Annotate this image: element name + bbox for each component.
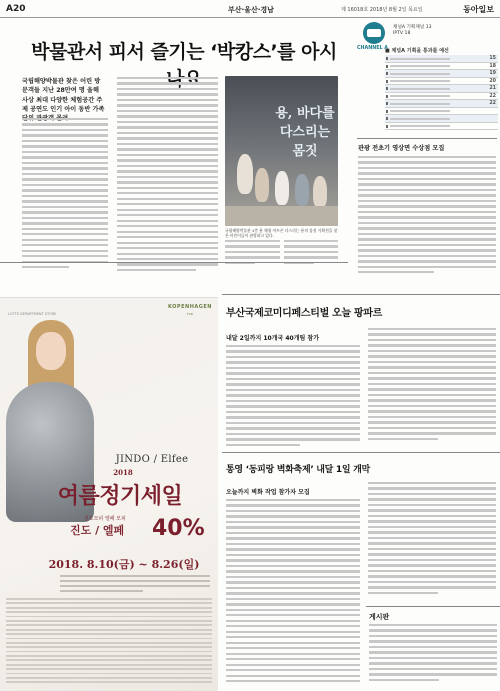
channel-a-box — [357, 22, 500, 137]
body-column-1 — [22, 118, 108, 272]
fur-sale-advertisement — [0, 297, 218, 691]
notice-body — [369, 624, 497, 684]
schedule-row — [385, 123, 498, 131]
comedy-headline: 부산국제코미디페스티벌 오늘 팡파르 — [226, 308, 383, 319]
body-column-4 — [225, 240, 280, 267]
schedule-row — [385, 115, 498, 123]
child-figure — [313, 176, 327, 208]
sale-subtitle-small: 진도모피 엘페 모피 — [84, 516, 126, 522]
channel-info — [393, 25, 432, 37]
body-column-3 — [170, 77, 218, 274]
sale-percent: 40% — [152, 516, 205, 541]
tongyeong-subhead: 오늘까지 벽화 작업 참가자 모집 — [226, 489, 310, 496]
child-figure — [275, 171, 289, 205]
brand-logo: KOPENHAGEN — [168, 304, 212, 310]
collection-name: JINDO / Elfee — [115, 454, 189, 465]
body-text-lines — [22, 118, 108, 268]
sale-dates: 2018. 8.10(금) ~ 8.26(일) — [48, 558, 200, 571]
child-figure — [295, 174, 309, 206]
body-column-5 — [284, 240, 338, 267]
divider — [222, 294, 500, 295]
divider — [366, 606, 500, 607]
tongyeong-body-1 — [226, 499, 360, 685]
store-label: LOTTE DEPARTMENT STORE — [8, 312, 57, 316]
sale-year: 2018 — [113, 468, 133, 477]
brand-sub: FUR — [186, 312, 193, 316]
schedule-row: 19 — [385, 70, 498, 78]
schedule-table — [385, 55, 498, 130]
main-deck: 국립해양박물관 찾은 어린 방문객들 지난 28만여 명 올해 사상 최대 다양한 체험공간 주제 공연도 인기 아이 동반 가족 — [22, 78, 105, 113]
channel-info-line: IPTV 18 — [393, 31, 411, 36]
comedy-body-1 — [226, 345, 360, 449]
sale-title: 여름정기세일 — [57, 484, 183, 509]
ad-fine-print — [6, 598, 212, 688]
child-figure — [255, 168, 269, 202]
notice-title: 게시판 — [369, 613, 390, 621]
right-article-body — [358, 156, 496, 277]
tongyeong-body-2 — [368, 482, 496, 597]
tongyeong-headline: 통영 ‘동피랑 벽화축제’ 내달 1일 개막 — [226, 465, 370, 475]
schedule-title: ■ 채널A 기획을 통과를 예선 — [385, 48, 449, 54]
main-headline: 박물관서 피서 즐기는 ‘박캉스’를 아시 — [31, 41, 337, 63]
divider — [0, 262, 348, 263]
floor — [225, 206, 338, 226]
comedy-subhead: 내달 2일까지 10개국 40개팀 참가 — [226, 335, 319, 342]
issue-line: 제 16018호 2018년 8월 2일 목요일 — [341, 7, 423, 13]
photo-caption: 국립해양박물관 1층 용 체험 아트존 다스리는 용의 몸짓 기획전을 찾은 어린이들이 관람하고 있다. — [225, 228, 338, 238]
divider — [222, 452, 500, 453]
channel-a-logo-label: CHANNEL A — [357, 46, 388, 51]
schedule-row: 15 — [385, 55, 498, 63]
store-info-lines — [60, 575, 210, 595]
page-number: A20 — [6, 4, 26, 14]
comedy-body-2 — [368, 328, 496, 443]
schedule-row: 18 — [385, 63, 498, 71]
schedule-row: 20 — [385, 78, 498, 86]
museum-photo — [225, 76, 338, 226]
divider — [357, 138, 497, 139]
channel-a-logo-icon — [363, 22, 385, 44]
right-article-headline: 관광 전초기 영상면 수상점 모집 — [358, 145, 445, 152]
channel-info-line: 채널A 기획채널 13 — [393, 25, 432, 30]
sale-subtitle: 진도 / 엘페 — [70, 524, 125, 537]
schedule-row: 22 — [385, 100, 498, 108]
newspaper-name: 동아일보 — [463, 4, 494, 14]
page-header — [0, 0, 500, 18]
schedule-row: 22 — [385, 93, 498, 101]
photo-wall-text: 용, 바다를 다스리는 몸짓 — [275, 106, 335, 159]
section-title: 부산·울산·경남 — [228, 6, 274, 14]
schedule-row — [385, 108, 498, 116]
child-figure — [237, 154, 253, 194]
schedule-row: 21 — [385, 85, 498, 93]
